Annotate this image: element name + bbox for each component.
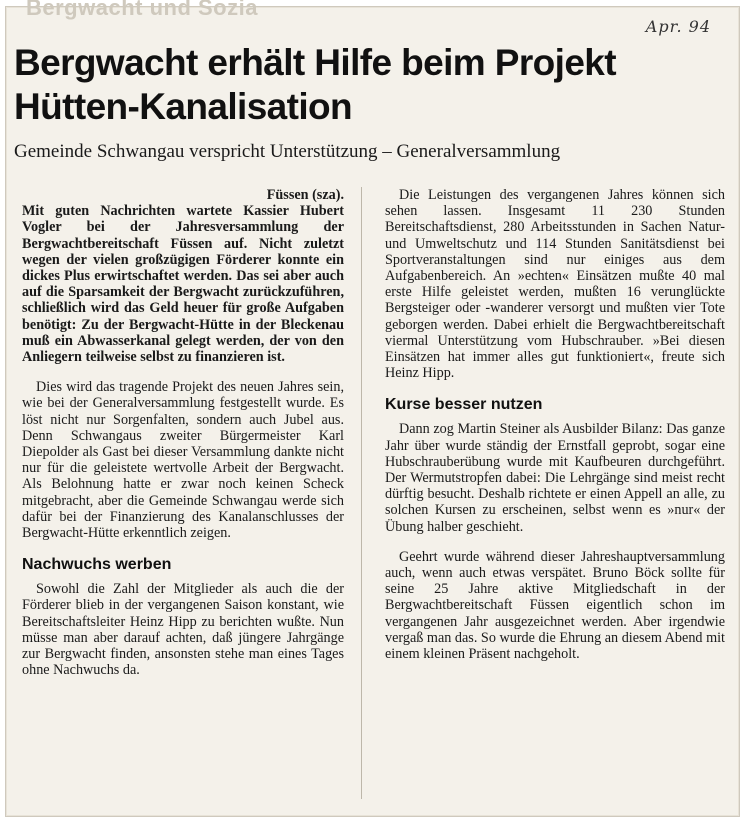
body-paragraph: Die Leistungen des vergangenen Jahres können sich sehen lassen. Insgesamt 11 230 Stunden Bereitschaftsdienst, 280 Arbeitsstunden in Sachen Natur- und Umweltschutz und 114 Stunden Sanitätsdienst bei Sportveranstaltungen sind nur einiges aus dem Aufgabenbereich. An »echten« Einsätzen mußte 40 mal erste Hilfe geleistet werden, mußten 16 verunglückte Bergsteiger oder -wanderer versorgt und mußten vier Tote geborgen werden. Dabei erhielt die Bergwachtbereitschaft viermal Unterstützung vom Hubschrauber. »Bei diesen Einsätzen hat immer alles gut funktioniert«, freute sich Heinz Hipp.	[385, 187, 725, 382]
body-paragraph: Dies wird das tragende Projekt des neuen Jahres sein, wie bei der Generalversammlung festgestellt wurde. Es löst nicht nur Sorgenfalten, sondern auch Jubel aus. Denn Schwangaus zweiter Bürgermeister Karl Diepolder als Gast bei dieser Versammlung dankte nicht nur für die geleistete wertvolle Arbeit der Bergwacht. Als Belohnung hatte er zwar noch keinen Scheck mitgebracht, aber die Gemeinde Schwangau werde sich dafür bei der Finanzierung des Kanalanschlusses der Bergwacht-Hütte erkenntlich zeigen.	[22, 379, 344, 542]
bleed-through-header: Bergwacht und Sozia	[26, 0, 258, 20]
article-headline: Bergwacht erhält Hilfe beim Projekt Hütten-Kanalisation	[14, 42, 617, 127]
body-paragraph: Geehrt wurde während dieser Jahreshauptversammlung auch, wenn auch etwas verspätet. Bruno Böck sollte für seine 25 Jahre aktive Mitgliedschaft in der Bergwachtbereitschaft Füssen eigentlich schon im vergangenen Jahr ausgezeichnet werden. Aber irgendwie vergaß man das. So wurde die Ehrung an diesem Abend mit einem kleinen Präsent nachgeholt.	[385, 548, 725, 663]
handwritten-date-note: Apr. 94	[645, 17, 711, 36]
body-paragraph: Dann zog Martin Steiner als Ausbilder Bilanz: Das ganze Jahr über wurde ständig der Ernstfall geprobt, sogar eine Hubschrauberübung wurde mit Kaufbeuren durchgeführt. Der Wermutstropfen dabei: Die Lehrgänge sind meist recht dürftig besucht. Deshalb richtete er einen Appell an alle, zu solchen Kursen zu erscheinen, selbst wenn es »nur« der Übung halber geschieht.	[385, 421, 725, 535]
newspaper-clipping	[5, 0, 740, 817]
article-right-column	[385, 187, 725, 676]
body-paragraph: Sowohl die Zahl der Mitglieder als auch die der Förderer blieb in der vergangenen Saison konstant, wie Bereitschaftsleiter Heinz Hipp zu berichten wußte. Nun müsse man aber darauf achten, daß jüngere Jahrgänge zur Bergwacht finden, ansonsten stehe man eines Tages ohne Nachwuchs da.	[22, 581, 344, 679]
dateline: Füssen (sza).	[266, 187, 344, 203]
article-left-column	[22, 187, 344, 692]
section-heading: Nachwuchs werben	[22, 556, 172, 574]
column-divider	[361, 187, 362, 799]
section-heading: Kurse besser nutzen	[385, 396, 543, 414]
article-subheadline: Gemeinde Schwangau verspricht Unterstützung – Generalversammlung	[14, 141, 561, 162]
lead-paragraph: Mit guten Nachrichten wartete Kassier Hubert Vogler bei der Jahresversammlung der Bergwachtbereitschaft Füssen auf. Nicht zuletzt wegen der vielen großzügigen Förderer konnte ein dickes Plus erwirtschaftet werden. Das sei aber auch auf die Sparsamkeit der Bergwacht zurückzuführen, schließlich wird das Geld heuer für große Aufgaben benötigt: Zu der Bergwacht-Hütte in der Bleckenau muß ein Abwasserkanal gelegt werden, der von den Anliegern teilweise selbst zu finanzieren ist.	[22, 203, 344, 366]
